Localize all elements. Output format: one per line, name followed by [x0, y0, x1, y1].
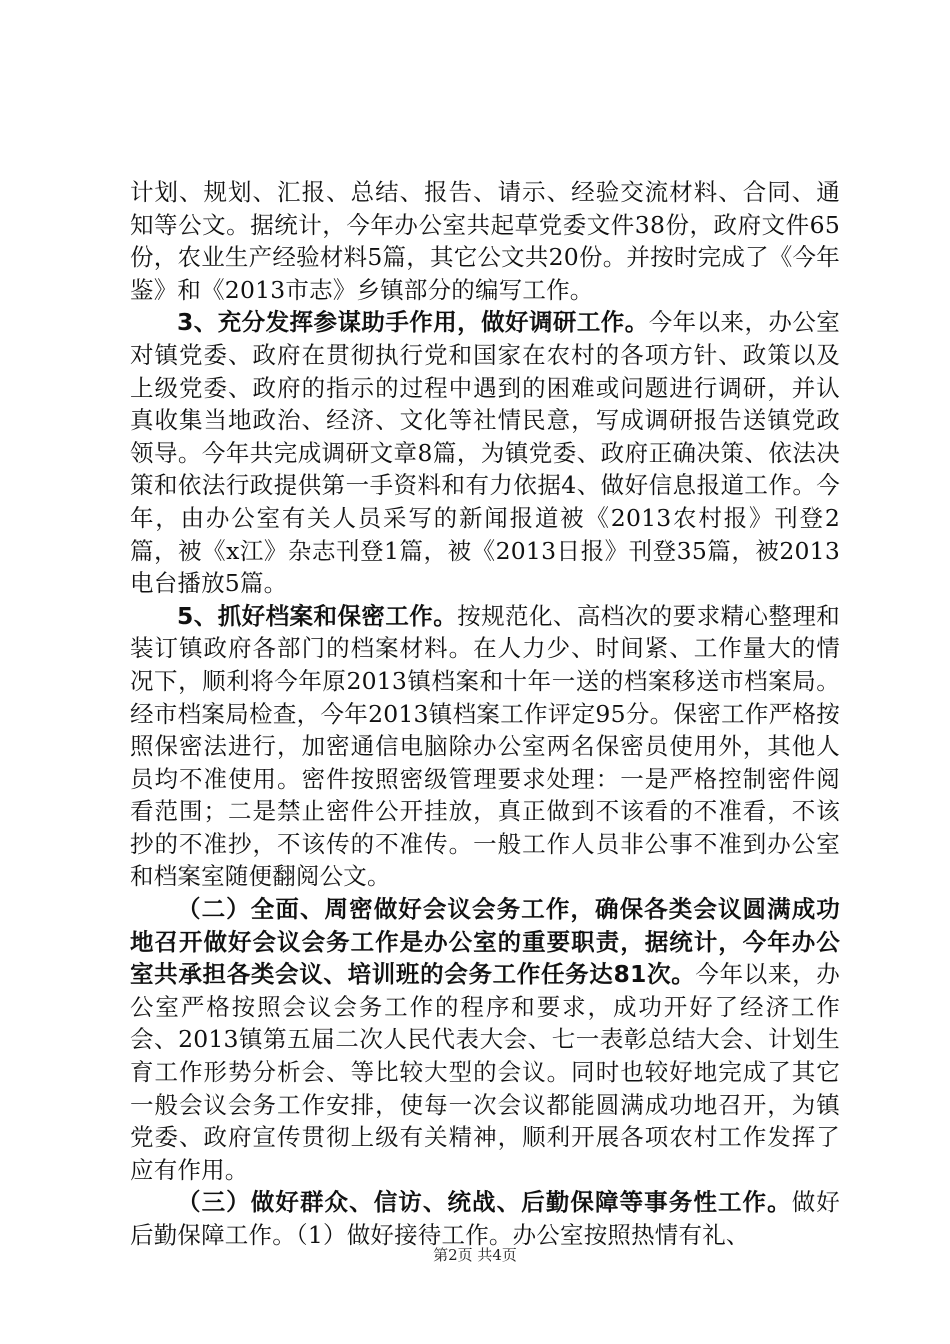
paragraph-meetings-text: 今年以来，办公室严格按照会议会务工作的程序和要求，成功开好了经济工作会、2013镇第五届二次人民代表大会、七一表彰总结大会、计划生育工作形势分析会、等比较大型的会议。同时也较好地完成了其它一般会议会务工作安排，使每一次会议都能圆满成功地召开，为镇党委、政府宣传贯彻上级有关精神，顺利开展各项农村工作发挥了应有作用。	[130, 960, 840, 1184]
paragraph-meetings-heading: （二）全面、周密做好会议会务工作，确保各类会议圆满成功地召开做好会议会务工作是办公室的重要职责，据统计，今年办公室共承担各类会议、培训班的会务工作任务达81次。	[130, 895, 840, 989]
paragraph-logistics	[130, 1186, 840, 1251]
paragraph-1	[130, 176, 840, 306]
paragraph-1-text: 计划、规划、汇报、总结、报告、请示、经验交流材料、合同、通知等公文。据统计，今年办公室共起草党委文件38份，政府文件65份，农业生产经验材料5篇，其它公文共20份。并按时完成了《今年鉴》和《2013市志》乡镇部分的编写工作。	[130, 178, 840, 304]
paragraph-archives-text: 按规范化、高档次的要求精心整理和装订镇政府各部门的档案材料。在人力少、时间紧、工作量大的情况下，顺利将今年原2013镇档案和十年一送的档案移送市档案局。经市档案局检查，今年2013镇档案工作评定95分。保密工作严格按照保密法进行，加密通信电脑除办公室两名保密员使用外，其他人员均不准使用。密件按照密级管理要求处理：一是严格控制密件阅看范围；二是禁止密件公开挂放，真正做到不该看的不准看，不该抄的不准抄，不该传的不准传。一般工作人员非公事不准到办公室和档案室随便翻阅公文。	[130, 601, 840, 891]
paragraph-logistics-heading: （三）做好群众、信访、统战、后勤保障等事务性工作。	[177, 1188, 792, 1217]
paragraph-research-heading: 3、充分发挥参谋助手作用，做好调研工作。	[177, 308, 649, 337]
paragraph-research-text: 今年以来，办公室对镇党委、政府在贯彻执行党和国家在农村的各项方针、政策以及上级党委、政府的指示的过程中遇到的困难或问题进行调研，并认真收集当地政治、经济、文化等社情民意，写成调研报告送镇党政领导。今年共完成调研文章8篇，为镇党委、政府正确决策、依法决策和依法行政提供第一手资料和有力依据4、做好信息报道工作。今年，由办公室有关人员采写的新闻报道被《2013农村报》刊登2篇，被《x江》杂志刊登1篇，被《2013日报》刊登35篇，被2013电台播放5篇。	[130, 308, 840, 598]
document-body	[130, 176, 840, 1252]
paragraph-meetings	[130, 893, 840, 1186]
paragraph-research	[130, 306, 840, 599]
page-footer: 第2页 共4页	[433, 1246, 517, 1264]
paragraph-archives-heading: 5、抓好档案和保密工作。	[177, 601, 458, 630]
paragraph-archives	[130, 600, 840, 893]
paragraph-logistics-text: 做好后勤保障工作。（1）做好接待工作。办公室按照热情有礼、	[130, 1188, 841, 1249]
